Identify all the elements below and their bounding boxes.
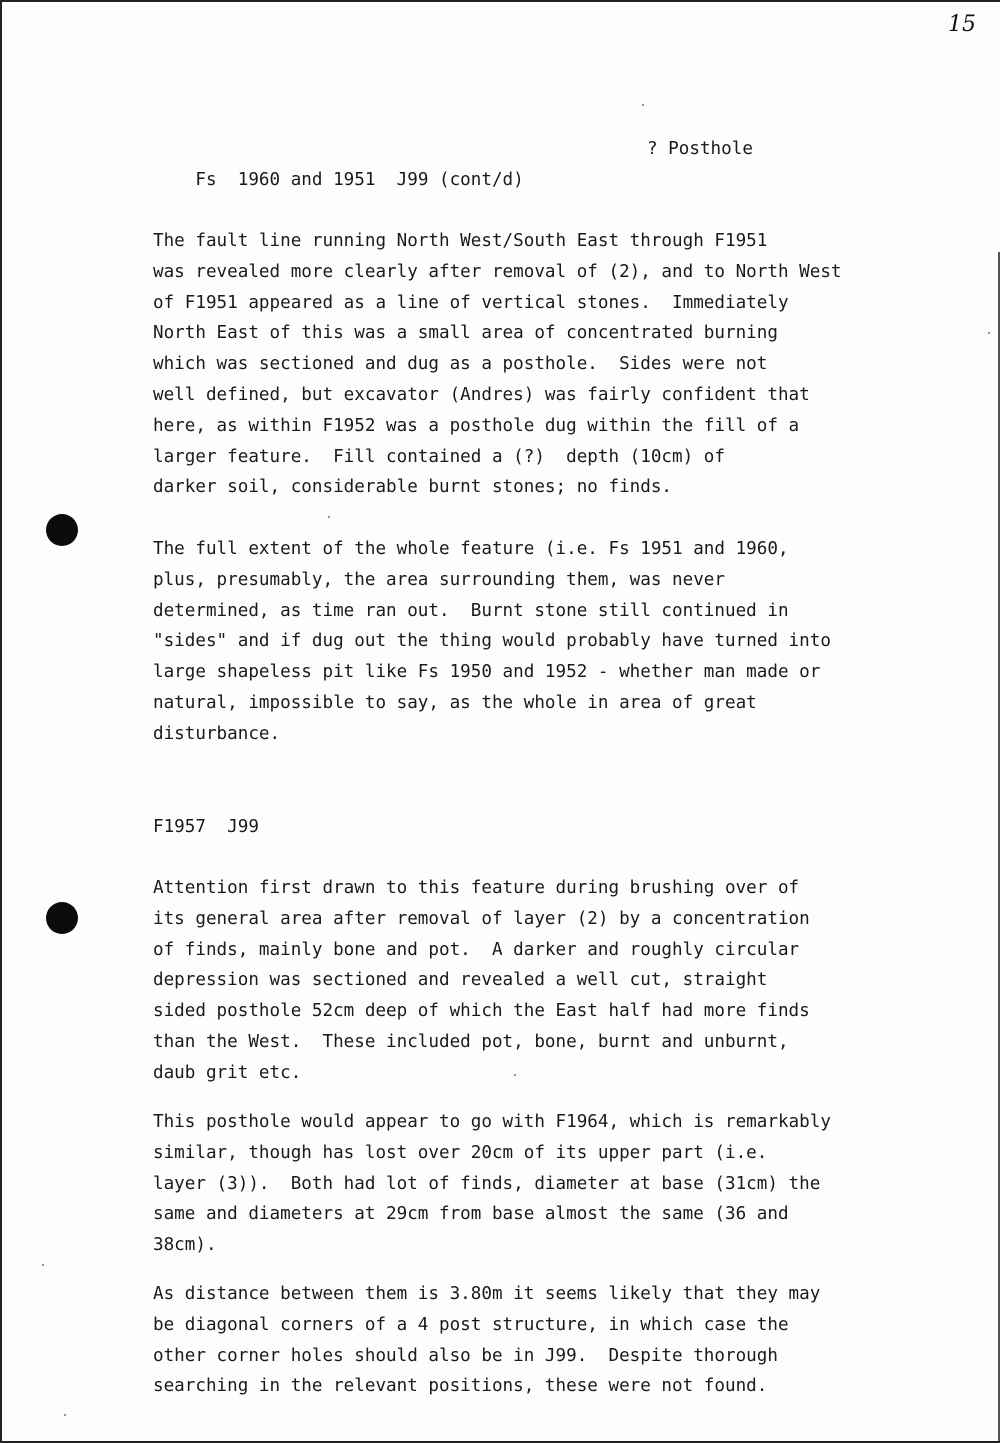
scan-speck: [64, 1414, 66, 1416]
paragraph-full-extent: The full extent of the whole feature (i.e. Fs 1951 and 1960, plus, presumably, the area surrounding them, was never determined, as time ran out. Burnt stone still continued in "sides" and if dug out the thing would probably have turned into large shapeless pit like Fs 1950 and 1952 - whether man made or natural, impossible to say, as the whole in area of great disturbance.: [153, 539, 831, 744]
punch-hole-upper: [46, 514, 78, 546]
scan-speck: [642, 104, 644, 106]
punch-hole-lower: [46, 902, 78, 934]
scan-speck: [988, 332, 990, 334]
page-number: 15: [948, 12, 976, 37]
scan-speck: [328, 516, 330, 518]
heading-subtitle: ? Posthole: [647, 139, 753, 159]
scan-speck: [514, 1074, 516, 1076]
paragraph-fault-line: The fault line running North West/South East through F1951 was revealed more clearly after removal of (2), and to North West of F1951 appeared as a line of vertical stones. Immediately North East of this was a small area of concentrated burning which was sectioned and dug as a posthole. Sides were not well defined, but excavator (Andres) was fairly confident that here, as within F1952 was a posthole dug within the fill of a larger feature. Fill contained a (?) depth (10cm) of darker soil, considerable burnt stones; no finds.: [153, 231, 842, 498]
paragraph-attention: Attention first drawn to this feature during brushing over of its general area after removal of layer (2) by a concentration of finds, mainly bone and pot. A darker and roughly circular depression was sectioned and revealed a well cut, straight sided posthole 52cm deep of which the East half had more finds than the West. These included pot, bone, burnt and unburnt, daub grit etc.: [153, 878, 810, 1083]
scan-speck: [42, 1264, 44, 1266]
heading-title: Fs 1960 and 1951 J99 (cont/d): [195, 169, 524, 190]
section-heading-f1957: F1957 J99: [153, 817, 259, 837]
paragraph-distance: As distance between them is 3.80m it seems likely that they may be diagonal corners of a 4 post structure, in which case the other corner holes should also be in J99. Despite thorough searching in the relevant positions, these were not found.: [153, 1284, 821, 1397]
paragraph-posthole-f1964: This posthole would appear to go with F1964, which is remarkably similar, though has lost over 20cm of its upper part (i.e. layer (3)). Both had lot of finds, diameter at base (31cm) the same and diameters at 29cm from base almost the same (36 and 38cm).: [153, 1112, 831, 1256]
